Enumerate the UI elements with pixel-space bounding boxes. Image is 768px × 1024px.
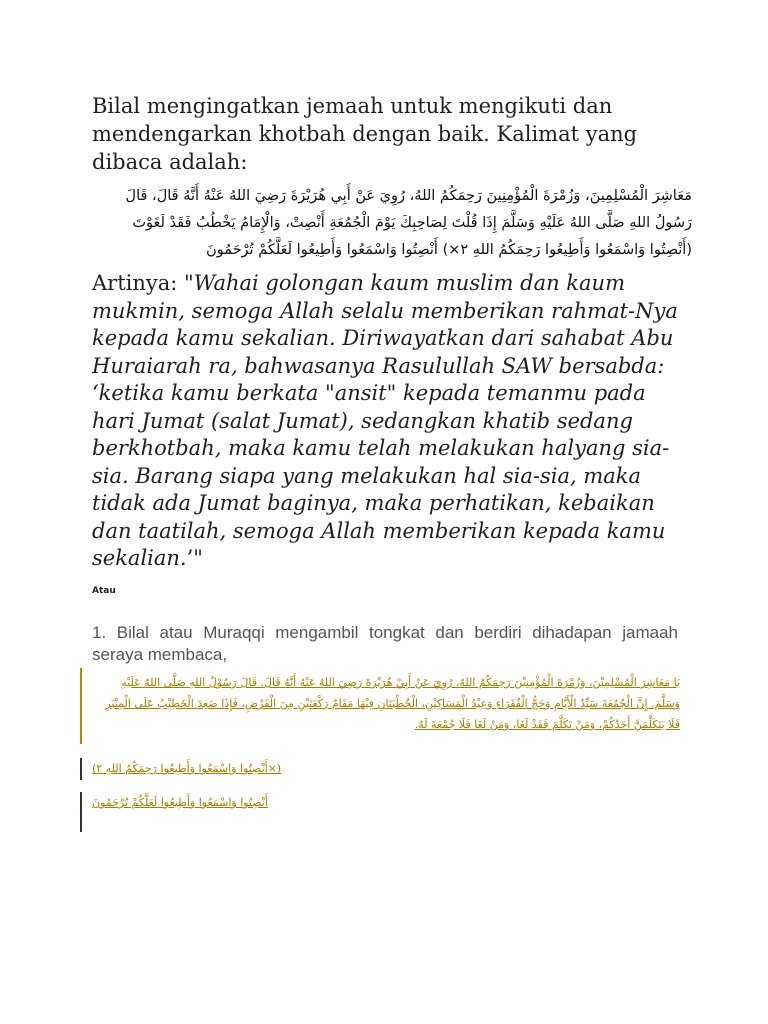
translation-paragraph: [92, 270, 692, 573]
gold-arabic-line-2: (×أَنْصِتُوا وَاسْمَعُوا وَأَطِيعُوا رَحِمَكُمُ اللهِ ٢): [92, 762, 282, 775]
arabic-text-main: مَعَاشِرَ الْمُسْلِمِينَ، وَزُمْرَةَ الْمُؤْمِنِينَ رَحِمَكُمُ اللهُ، رُوِيَ عَنْ أَبِي هُرَيْرَةَ رَضِيَ اللهُ عَنْهُ أَنَّهُ قَالَ، قَالَ رَسُولُ اللهِ صَلَّى اللهُ عَلَيْهِ وَسَلَّمَ إِذَا قُلْتَ لِصَاحِبِكَ يَوْمَ الْجُمُعَةِ أَنْصِتْ، وَالْإِمَامُ يَخْطُبُ فَقَدْ لَغَوْتَ (أَنْصِتُوا وَاسْمَعُوا وَأَطِيعُوا رَحِمَكُمُ اللهِ ٢×) أَنْصِتُوا وَاسْمَعُوا وَأَطِيعُوا لَعَلَّكُمْ تُرْحَمُونَ: [125, 188, 692, 258]
text-cursor-bar: [80, 792, 82, 832]
atau-label: Atau: [92, 586, 116, 596]
artinya-label: Artinya: ": [92, 271, 194, 295]
intro-paragraph: Bilal mengingatkan jemaah untuk mengikuti dan mendengarkan khotbah dengan baik. Kalimat yang dibaca adalah:: [92, 94, 638, 174]
translation-closing: ’": [186, 546, 203, 570]
gold-arabic-line-3: أَنْصِتُوا وَاسْمَعُوا وَأَطِيعُوا لَعَلَّكُمْ تُرْحَمُونَ: [92, 796, 268, 809]
gold-arabic-paragraph: يَا مَعَاشِرَ الْمُسْلِمِيْنَ، وَزُمْرَةَ الْمُؤْمِنِيْنَ رَحِمَكُمُ اللهُ، رُوِيَ عَنْ أَبِيْ هُرَيْرَةَ رَضِيَ اللهُ عَنْهُ أَنَّهُ قَالَ. قَالَ رَسُوْلُ اللهِ صَلَّى اللهُ عَلَيْهِ وَسَلَّمَ. إِنَّ الْجُمُعَةَ سَيِّدُ الْأَيَّامِ وَحَجُّ الْفُقَرَاءِ وَعِيْدُ الْمَسَاكِيْنِ، الْخُطْبَتَانِ فِيْهَا مَقَامُ رَكْعَتَيْنِ مِنَ الْفَرْضِ، فَإِذَا صَعِدَ الْخَطِيْبُ عَلَى الْمِنْبَرِ فَلَا يَتَكَلَّمَنَّ أَحَدُكُمْ، وَمَنْ تَكَلَّمَ فَقَدْ لَغَا، وَمَنْ لَغَا فَلَا جُمْعَةَ لَهُ.: [105, 676, 680, 731]
text-cursor-bar: [80, 758, 82, 780]
step-1-text: 1. Bilal atau Muraqqi mengambil tongkat dan berdiri dihadapan jamaah seraya membaca,: [92, 623, 678, 664]
translation-text: Wahai golongan kaum muslim dan kaum mukmin, semoga Allah selalu memberikan rahmat-Nya kepada kamu sekalian. Diriwayatkan dari sahabat Abu Huraiarah ra, bahwasanya Rasulullah SAW bersabda: ‘ketika kamu berkata "ansit" kepada temanmu pada hari Jumat (salat Jumat), sedangkan khatib sedang berkhotbah, maka kamu telah melakukan halyang sia-sia. Barang siapa yang melakukan hal sia-sia, maka tidak ada Jumat baginya, maka perhatikan, kebaikan dan taatilah, semoga Allah memberikan kepada kamu sekalian.: [92, 271, 678, 570]
